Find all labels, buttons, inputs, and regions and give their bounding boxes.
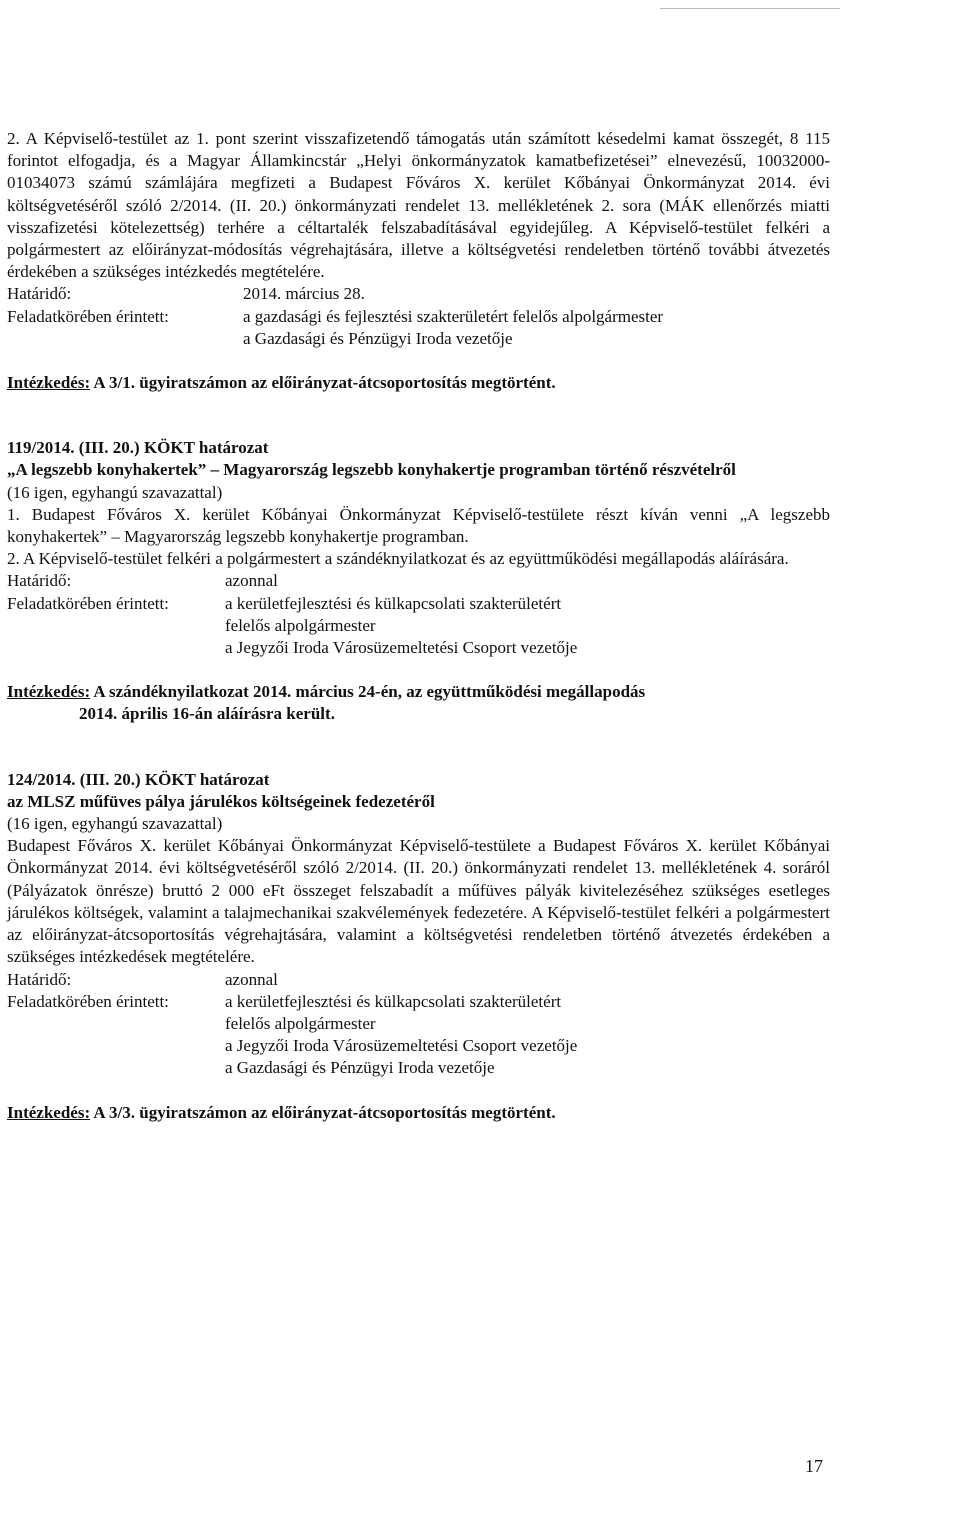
action-text: A szándéknyilatkozat 2014. március 24-én, az együttműködési megállapodás bbox=[90, 682, 646, 702]
section2-paragraph: 2. A Képviselő-testület az 1. pont szerint visszafizetendő támogatás után számított késedelmi kamat összegét, 8 115 forintot elfogadja, és a Magyar Államkincstár „Helyi önkormányzatok kamatbefizetései” elnevezésű, 10032000-01034073 számú számlájára megfizeti a Budapest Főváros X. kerület Kőbányai Önkormányzat 2014. évi költségvetéséről szóló 2/2014. (II. 20.) önkormányzati rendelet 13. mellékletének 2. sora (MÁK ellenőrzés miatti visszafizetési kötelezettség) terhére a céltartalék felszabadításával egyidejűleg. A Képviselő-testület felkéri a polgármestert az előirányzat-módosítás végrehajtására, illetve a költségvetési rendeletben történő további átvezetés érdekében a szükséges intézkedés megtételére. bbox=[7, 129, 830, 282]
section2-deadline bbox=[7, 283, 830, 305]
deadline-label: Határidő: bbox=[7, 571, 72, 591]
responsible-list bbox=[225, 991, 577, 1080]
responsible-label: Feladatkörében érintett: bbox=[7, 593, 169, 613]
top-rule bbox=[660, 8, 840, 9]
deadline-value: 2014. március 28. bbox=[243, 284, 365, 304]
resolution-point-1: 1. Budapest Főváros X. kerület Kőbányai Önkormányzat Képviselő-testülete részt kíván venni „A legszebb konyhakertek” – Magyarország legszebb konyhakertje programban. bbox=[7, 504, 830, 547]
deadline-value: azonnal bbox=[225, 571, 278, 591]
resolution-point-2: 2. A Képviselő-testület felkéri a polgármestert a szándéknyilatkozat és az együttműködési megállapodás aláírására. bbox=[7, 549, 789, 569]
vote-result: (16 igen, egyhangú szavazattal) bbox=[7, 814, 223, 834]
responsible-item: felelős alpolgármester bbox=[225, 615, 376, 635]
vote-result: (16 igen, egyhangú szavazattal) bbox=[7, 482, 223, 502]
responsible-item: a Jegyzői Iroda Városüzemeltetési Csoport vezetője bbox=[225, 638, 578, 658]
action-label: Intézkedés: bbox=[7, 682, 91, 702]
responsible-item: a kerületfejlesztési és külkapcsolati szakterületért bbox=[225, 991, 562, 1011]
resolution119-deadline bbox=[7, 570, 830, 592]
responsible-item: a Gazdasági és Pénzügyi Iroda vezetője bbox=[243, 328, 513, 348]
deadline-value: azonnal bbox=[225, 969, 278, 989]
page-number: 17 bbox=[805, 1456, 823, 1476]
resolution-number: 119/2014. (III. 20.) KÖKT határozat bbox=[7, 438, 269, 458]
resolution-number: 124/2014. (III. 20.) KÖKT határozat bbox=[7, 769, 270, 789]
section2-responsible bbox=[7, 306, 830, 350]
responsible-item: a Jegyzői Iroda Városüzemeltetési Csoport vezetője bbox=[225, 1036, 578, 1056]
responsible-item: felelős alpolgármester bbox=[225, 1013, 376, 1033]
responsible-item: a gazdasági és fejlesztési szakterületért felelős alpolgármester bbox=[243, 306, 664, 326]
resolution-title: az MLSZ műfüves pálya járulékos költségeinek fedezetéről bbox=[7, 791, 435, 811]
action-text: A 3/3. ügyiratszámon az előirányzat-átcsoportosítás megtörtént. bbox=[90, 1102, 556, 1122]
responsible-list bbox=[225, 593, 577, 660]
document-page bbox=[7, 128, 830, 1124]
responsible-label: Feladatkörében érintett: bbox=[7, 991, 169, 1011]
resolution119-responsible bbox=[7, 593, 830, 660]
resolution124-responsible bbox=[7, 991, 830, 1080]
deadline-label: Határidő: bbox=[7, 969, 72, 989]
responsible-item: a Gazdasági és Pénzügyi Iroda vezetője bbox=[225, 1058, 495, 1078]
resolution119-action-cont: 2014. április 16-án aláírásra került. bbox=[79, 704, 335, 724]
resolution124-action bbox=[7, 1102, 830, 1124]
resolution-title: „A legszebb konyhakertek” – Magyarország legszebb konyhakertje programban történő részvételről bbox=[7, 460, 736, 480]
responsible-list bbox=[243, 306, 663, 350]
action-text: A 3/1. ügyiratszámon az előirányzat-átcsoportosítás megtörtént. bbox=[90, 373, 556, 393]
action-label: Intézkedés: bbox=[7, 373, 91, 393]
resolution119-action bbox=[7, 681, 830, 703]
resolution124-deadline bbox=[7, 969, 830, 991]
section2-action bbox=[7, 372, 830, 394]
action-label: Intézkedés: bbox=[7, 1102, 91, 1122]
responsible-label: Feladatkörében érintett: bbox=[7, 306, 169, 326]
responsible-item: a kerületfejlesztési és külkapcsolati szakterületért bbox=[225, 593, 562, 613]
deadline-label: Határidő: bbox=[7, 284, 72, 304]
resolution-paragraph: Budapest Főváros X. kerület Kőbányai Önkormányzat Képviselő-testülete a Budapest Főváros X. kerület Kőbányai Önkormányzat 2014. évi költségvetéséről szóló 2/2014. (II. 20.) önkormányzati rendelet 13. mellékletének 4. soráról (Pályázatok önrésze) bruttó 2 000 eFt összeget felszabadít a műfüves pályák kivitelezéséhez szükséges esetleges járulékos költségek, valamint a talajmechanikai szakvélemények fedezetére. A Képviselő-testület felkéri a polgármestert az előirányzat-átcsoportosítás végrehajtására, valamint a költségvetési rendeletben történő átvezetés érdekében a szükséges intézkedések megtételére. bbox=[7, 836, 830, 967]
